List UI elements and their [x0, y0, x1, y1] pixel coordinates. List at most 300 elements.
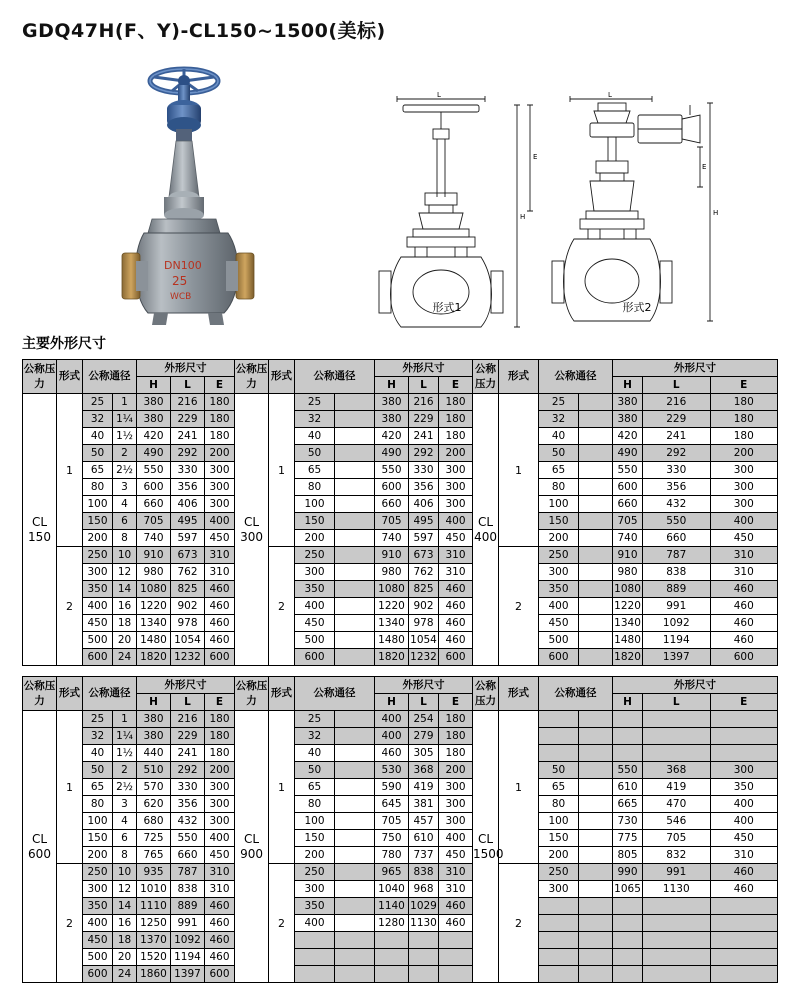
dim-h-cell: 400: [375, 728, 409, 745]
bore-inch-cell: [335, 898, 375, 915]
bore-inch-cell: [335, 547, 375, 564]
bore-inch-cell: [335, 915, 375, 932]
dim-l-cell: 889: [643, 581, 710, 598]
bore-dn-cell: 65: [539, 462, 579, 479]
figures-row: [22, 49, 778, 329]
section-title: 主要外形尺寸: [22, 336, 106, 352]
form-cell: 2: [269, 547, 295, 666]
dim-l-cell: 229: [171, 411, 205, 428]
bore-dn-cell: [295, 932, 335, 949]
bore-inch-cell: [335, 949, 375, 966]
bore-dn-cell: 100: [83, 496, 113, 513]
dim-h-cell: 1340: [137, 615, 171, 632]
bore-dn-cell: 32: [539, 411, 579, 428]
figure-caption-2: 形式2: [622, 301, 652, 314]
form-cell: 2: [57, 864, 83, 983]
column-header: E: [710, 694, 777, 711]
dim-l-cell: 978: [171, 615, 205, 632]
column-header: L: [643, 694, 710, 711]
dim-e-cell: 450: [205, 847, 235, 864]
dim-h-cell: 460: [375, 745, 409, 762]
dim-e-cell: 460: [710, 615, 777, 632]
dim-h-cell: 645: [375, 796, 409, 813]
dim-l-cell: 292: [409, 445, 439, 462]
photo-label-material: WCB: [170, 292, 192, 302]
bore-dn-cell: 200: [539, 530, 579, 547]
table-row: [23, 564, 778, 581]
bore-inch-cell: 2: [113, 445, 137, 462]
dim-e-cell: 200: [205, 445, 235, 462]
pressure-class-cell: CL 300: [235, 394, 269, 666]
dim-e-cell: 200: [710, 445, 777, 462]
dim-l-cell: 406: [409, 496, 439, 513]
dim-l-cell: 1054: [409, 632, 439, 649]
bore-inch-cell: 24: [113, 649, 137, 666]
dim-e-cell: 460: [205, 632, 235, 649]
dim-l-cell: 787: [171, 864, 205, 881]
bore-inch-cell: [579, 932, 613, 949]
dim-l-cell: 495: [409, 513, 439, 530]
dim-h-cell: 660: [613, 496, 643, 513]
dim-l-cell: 241: [643, 428, 710, 445]
bore-dn-cell: [539, 745, 579, 762]
dim-e-cell: 300: [439, 496, 473, 513]
dim-h-cell: 1480: [137, 632, 171, 649]
table-row: [23, 728, 778, 745]
bore-inch-cell: [335, 847, 375, 864]
dim-h-cell: [613, 915, 643, 932]
column-header: 形式: [57, 360, 83, 394]
bore-dn-cell: 80: [539, 796, 579, 813]
dim-l-cell: 356: [643, 479, 710, 496]
table-row: [23, 411, 778, 428]
bore-dn-cell: [539, 898, 579, 915]
dim-e-cell: 310: [205, 564, 235, 581]
dim-e-cell: 400: [205, 830, 235, 847]
dim-e-cell: [439, 949, 473, 966]
column-header: 公称压力: [23, 360, 57, 394]
dim-h-cell: 660: [137, 496, 171, 513]
dim-h-cell: 1820: [613, 649, 643, 666]
dim-h-cell: 420: [137, 428, 171, 445]
dim-h-cell: 740: [375, 530, 409, 547]
bore-dn-cell: 25: [539, 394, 579, 411]
dim-h-cell: 600: [613, 479, 643, 496]
dim-h-cell: 775: [613, 830, 643, 847]
bore-dn-cell: 32: [295, 728, 335, 745]
bore-inch-cell: [579, 813, 613, 830]
dim-h-cell: 380: [137, 711, 171, 728]
dim-l-cell: 229: [643, 411, 710, 428]
dim-h-cell: 550: [613, 462, 643, 479]
bore-dn-cell: [539, 966, 579, 983]
dim-l-cell: 902: [409, 598, 439, 615]
bore-inch-cell: 2½: [113, 462, 137, 479]
dim-h-cell: [613, 966, 643, 983]
bore-dn-cell: 450: [83, 932, 113, 949]
dim-e-cell: [710, 932, 777, 949]
column-header: 公称压力: [235, 677, 269, 711]
dim-e-cell: 460: [205, 615, 235, 632]
dim-l-cell: 825: [409, 581, 439, 598]
bore-inch-cell: 10: [113, 547, 137, 564]
dim-h-cell: 805: [613, 847, 643, 864]
bore-inch-cell: [335, 745, 375, 762]
dim-h-cell: [613, 949, 643, 966]
column-header: 公称通径: [539, 360, 613, 394]
table-row: [23, 966, 778, 983]
dim-l-cell: 1194: [643, 632, 710, 649]
column-header: 形式: [57, 677, 83, 711]
dim-l-cell: [643, 966, 710, 983]
dim-h-cell: 490: [613, 445, 643, 462]
pressure-class-cell: CL 900: [235, 711, 269, 983]
bore-dn-cell: 40: [295, 745, 335, 762]
bore-inch-cell: [335, 779, 375, 796]
dim-e-cell: 460: [205, 581, 235, 598]
dim-h-cell: 1040: [375, 881, 409, 898]
dim-l-cell: [643, 898, 710, 915]
dim-e-cell: 180: [439, 394, 473, 411]
dim-h-cell: 705: [375, 513, 409, 530]
bore-dn-cell: 40: [83, 745, 113, 762]
bore-inch-cell: [579, 615, 613, 632]
dim-e-cell: 400: [710, 513, 777, 530]
dim-l-cell: 254: [409, 711, 439, 728]
bore-inch-cell: 1¼: [113, 728, 137, 745]
bore-dn-cell: 500: [539, 632, 579, 649]
bore-dn-cell: 200: [83, 530, 113, 547]
bore-inch-cell: [579, 513, 613, 530]
column-header: E: [439, 694, 473, 711]
dim-l-cell: 229: [409, 411, 439, 428]
bore-dn-cell: 250: [539, 547, 579, 564]
dim-e-cell: 460: [710, 881, 777, 898]
figure-caption-1: 形式1: [432, 301, 462, 314]
column-header: L: [409, 377, 439, 394]
dim-h-cell: 705: [613, 513, 643, 530]
dim-l-cell: 216: [171, 394, 205, 411]
column-header: 形式: [499, 360, 539, 394]
form-cell: 1: [269, 394, 295, 547]
dim-e-cell: 310: [710, 547, 777, 564]
dim-e-cell: 180: [439, 411, 473, 428]
table-row: [23, 796, 778, 813]
bore-dn-cell: 450: [295, 615, 335, 632]
bore-dn-cell: [295, 966, 335, 983]
bore-inch-cell: [579, 864, 613, 881]
table-row: [23, 711, 778, 728]
bore-inch-cell: [335, 649, 375, 666]
bore-dn-cell: 65: [295, 779, 335, 796]
photo-label-dn: DN100: [164, 259, 202, 272]
bore-inch-cell: [579, 745, 613, 762]
dim-h-cell: 750: [375, 830, 409, 847]
bore-dn-cell: 200: [539, 847, 579, 864]
dim-e-cell: 180: [439, 711, 473, 728]
dim-l-cell: 1130: [409, 915, 439, 932]
dim-l-cell: 1232: [409, 649, 439, 666]
dim-l-cell: 991: [171, 915, 205, 932]
dim-l-cell: 216: [171, 711, 205, 728]
dim-h-cell: [375, 932, 409, 949]
pressure-class-cell: CL 150: [23, 394, 57, 666]
bore-dn-cell: 600: [539, 649, 579, 666]
dim-l-cell: 279: [409, 728, 439, 745]
bore-inch-cell: [579, 547, 613, 564]
dim-h-cell: 680: [137, 813, 171, 830]
dim-e-cell: 460: [439, 598, 473, 615]
dim-l-cell: 356: [409, 479, 439, 496]
bore-inch-cell: [579, 479, 613, 496]
dim-e-cell: 350: [710, 779, 777, 796]
bore-inch-cell: [579, 796, 613, 813]
bore-dn-cell: 300: [83, 881, 113, 898]
form-cell: 2: [499, 547, 539, 666]
dim-h-cell: 665: [613, 796, 643, 813]
bore-dn-cell: 200: [83, 847, 113, 864]
bore-inch-cell: 16: [113, 915, 137, 932]
bore-inch-cell: [579, 649, 613, 666]
dim-e-cell: 180: [205, 428, 235, 445]
dim-e-cell: 310: [205, 881, 235, 898]
dim-e-cell: 460: [205, 932, 235, 949]
pressure-class-cell: CL 1500: [473, 711, 499, 983]
bore-dn-cell: 100: [539, 496, 579, 513]
dim-e-cell: 450: [710, 830, 777, 847]
dim-e-cell: 300: [205, 796, 235, 813]
dim-h-cell: 765: [137, 847, 171, 864]
column-header: 外形尺寸: [137, 360, 235, 377]
form-cell: 1: [499, 711, 539, 864]
bore-dn-cell: 300: [295, 881, 335, 898]
dim-e-cell: 310: [439, 864, 473, 881]
bore-dn-cell: 350: [295, 581, 335, 598]
bore-inch-cell: 18: [113, 932, 137, 949]
bore-dn-cell: 350: [83, 898, 113, 915]
dim-e-cell: 310: [710, 564, 777, 581]
dim-l-cell: 241: [171, 745, 205, 762]
bore-dn-cell: 100: [83, 813, 113, 830]
bore-inch-cell: 1½: [113, 428, 137, 445]
table-row: [23, 428, 778, 445]
table-row: [23, 745, 778, 762]
dim-e-cell: 310: [205, 864, 235, 881]
table-row: [23, 547, 778, 564]
bore-inch-cell: [579, 530, 613, 547]
dim-h-cell: 590: [375, 779, 409, 796]
bore-inch-cell: [579, 847, 613, 864]
bore-dn-cell: 32: [83, 728, 113, 745]
bore-dn-cell: 600: [83, 966, 113, 983]
dim-h-cell: 1080: [375, 581, 409, 598]
bore-dn-cell: 500: [83, 949, 113, 966]
bore-dn-cell: 80: [83, 796, 113, 813]
bore-inch-cell: [335, 564, 375, 581]
dim-h-cell: 620: [137, 796, 171, 813]
form-cell: 2: [57, 547, 83, 666]
column-header: 公称通径: [539, 677, 613, 711]
column-header: 外形尺寸: [375, 677, 473, 694]
dim-h-cell: 380: [137, 728, 171, 745]
bore-dn-cell: 100: [295, 496, 335, 513]
column-header: H: [137, 694, 171, 711]
table-row: [23, 762, 778, 779]
dim-e-cell: 450: [439, 847, 473, 864]
bore-dn-cell: 32: [295, 411, 335, 428]
dim-e-cell: 400: [205, 513, 235, 530]
dim-h-cell: 530: [375, 762, 409, 779]
bore-dn-cell: [539, 949, 579, 966]
dim-e-cell: 460: [205, 949, 235, 966]
bore-dn-cell: 200: [295, 847, 335, 864]
table-row: [23, 915, 778, 932]
bore-inch-cell: [335, 479, 375, 496]
bore-dn-cell: 500: [295, 632, 335, 649]
dim-h-cell: [375, 966, 409, 983]
bore-dn-cell: 65: [83, 779, 113, 796]
bore-dn-cell: [539, 728, 579, 745]
dim-e-cell: 200: [439, 762, 473, 779]
bore-inch-cell: [579, 728, 613, 745]
bore-inch-cell: [335, 881, 375, 898]
bore-dn-cell: 400: [83, 598, 113, 615]
bore-dn-cell: [295, 949, 335, 966]
column-header: 公称通径: [295, 677, 375, 711]
column-header: 公称通径: [83, 677, 137, 711]
bore-dn-cell: 250: [83, 547, 113, 564]
bore-inch-cell: [335, 445, 375, 462]
bore-dn-cell: 400: [295, 915, 335, 932]
dim-l-cell: 991: [643, 864, 710, 881]
dim-e-cell: 460: [439, 615, 473, 632]
table-row: [23, 598, 778, 615]
bore-inch-cell: [335, 428, 375, 445]
dim-h-cell: 910: [613, 547, 643, 564]
bore-inch-cell: 1: [113, 711, 137, 728]
pressure-class-cell: CL 600: [23, 711, 57, 983]
dim-h-cell: 705: [375, 813, 409, 830]
dim-h-cell: 600: [137, 479, 171, 496]
table-row: [23, 949, 778, 966]
dim-h-cell: 935: [137, 864, 171, 881]
dim-e-cell: 310: [439, 881, 473, 898]
dim-h-cell: 1140: [375, 898, 409, 915]
dim-e-cell: 310: [710, 847, 777, 864]
dim-h-cell: 1480: [375, 632, 409, 649]
form-cell: 1: [57, 711, 83, 864]
dim-h-cell: 660: [375, 496, 409, 513]
bore-inch-cell: 1¼: [113, 411, 137, 428]
bore-inch-cell: 1: [113, 394, 137, 411]
dim-e-cell: 460: [205, 898, 235, 915]
bore-inch-cell: 1½: [113, 745, 137, 762]
bore-dn-cell: 300: [539, 881, 579, 898]
dim-l-cell: 432: [171, 813, 205, 830]
dim-e-cell: 300: [439, 479, 473, 496]
dim-l-cell: 241: [409, 428, 439, 445]
dim-h-cell: 910: [137, 547, 171, 564]
bore-inch-cell: [579, 496, 613, 513]
dim-h-cell: 725: [137, 830, 171, 847]
dim-l-cell: 825: [171, 581, 205, 598]
dim-h-cell: 1010: [137, 881, 171, 898]
dim-h-cell: 1220: [375, 598, 409, 615]
dim-e-cell: 300: [439, 796, 473, 813]
dim-e-cell: 460: [710, 598, 777, 615]
table-row: [23, 898, 778, 915]
bore-inch-cell: 6: [113, 830, 137, 847]
dim-h-cell: 1340: [613, 615, 643, 632]
table-row: [23, 394, 778, 411]
dim-h-cell: 490: [375, 445, 409, 462]
bore-inch-cell: [579, 394, 613, 411]
bore-dn-cell: 25: [295, 394, 335, 411]
dim-l-cell: 1054: [171, 632, 205, 649]
column-header: E: [205, 694, 235, 711]
dim-l-cell: 1232: [171, 649, 205, 666]
dim-e-cell: 460: [710, 632, 777, 649]
dim-h-cell: [613, 932, 643, 949]
bore-dn-cell: 65: [295, 462, 335, 479]
dim-e-cell: 310: [439, 547, 473, 564]
dim-h-cell: 910: [375, 547, 409, 564]
dim-e-cell: 180: [205, 711, 235, 728]
bore-inch-cell: 3: [113, 479, 137, 496]
dim-l-cell: 737: [409, 847, 439, 864]
bore-inch-cell: 14: [113, 898, 137, 915]
bore-dn-cell: 40: [295, 428, 335, 445]
bore-dn-cell: 50: [295, 762, 335, 779]
dim-h-cell: 600: [375, 479, 409, 496]
dim-l-cell: 330: [171, 462, 205, 479]
dim-h-cell: 980: [137, 564, 171, 581]
dim-l-cell: 292: [171, 762, 205, 779]
table-row: [23, 632, 778, 649]
dim-l-cell: 419: [409, 779, 439, 796]
column-header: H: [137, 377, 171, 394]
table-header-row-2: [23, 377, 778, 394]
column-header: 公称通径: [295, 360, 375, 394]
dim-h-cell: 380: [375, 394, 409, 411]
bore-dn-cell: 25: [83, 394, 113, 411]
bore-inch-cell: [335, 581, 375, 598]
dim-e-cell: 460: [439, 898, 473, 915]
dim-e-cell: 300: [710, 479, 777, 496]
bore-dn-cell: 450: [83, 615, 113, 632]
column-header: 形式: [499, 677, 539, 711]
dim-l-cell: [643, 932, 710, 949]
dim-l-cell: 356: [171, 796, 205, 813]
dim-l-cell: 838: [643, 564, 710, 581]
dim-e-cell: 460: [439, 632, 473, 649]
dim-l-cell: 705: [643, 830, 710, 847]
dim-l-cell: 787: [643, 547, 710, 564]
bore-dn-cell: 150: [539, 513, 579, 530]
column-header: 公称压力: [235, 360, 269, 394]
dim-h-cell: 730: [613, 813, 643, 830]
column-header: E: [439, 377, 473, 394]
dim-e-cell: 400: [439, 830, 473, 847]
bore-dn-cell: 50: [83, 445, 113, 462]
bore-inch-cell: [579, 881, 613, 898]
dimensions-table-1-wrap: [22, 359, 778, 666]
dim-e-cell: 300: [710, 462, 777, 479]
dim-e-cell: 450: [710, 530, 777, 547]
column-header: 形式: [269, 677, 295, 711]
bore-dn-cell: 350: [539, 581, 579, 598]
dim-l-cell: 889: [171, 898, 205, 915]
